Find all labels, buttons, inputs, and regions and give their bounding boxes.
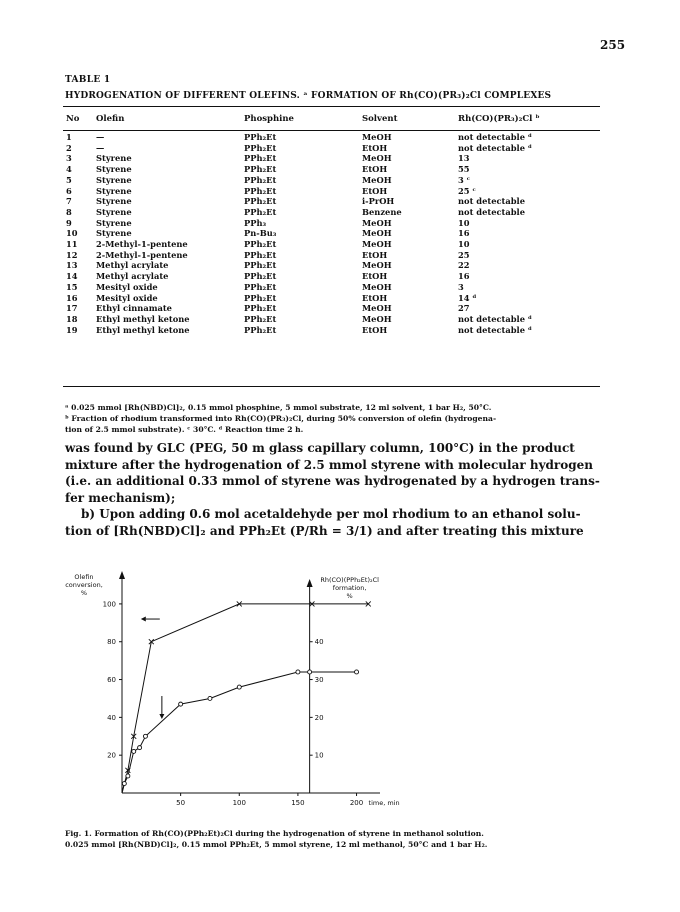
column-header: Phosphine — [244, 113, 294, 124]
right-y-tick-label: 30 — [314, 676, 324, 685]
table-cell: 15 — [66, 281, 78, 292]
table-cell: EtOH — [362, 249, 388, 260]
table-cell: MeOH — [362, 217, 392, 228]
table-cell: PPh₂Et — [244, 164, 277, 175]
table-cell: EtOH — [362, 324, 388, 335]
table-cell: 2-Methyl-1-pentene — [96, 239, 188, 250]
table-cell: 19 — [66, 324, 78, 335]
table-row — [63, 303, 600, 314]
table-cell: 3 — [458, 281, 464, 292]
table-cell: Benzene — [362, 206, 402, 217]
table-cell: Methyl acrylate — [96, 260, 169, 271]
x-tick-label: 100 — [232, 799, 246, 807]
left-y-tick-label: 20 — [107, 751, 116, 760]
table-row — [63, 196, 600, 207]
table-cell: 16 — [458, 228, 470, 239]
table-cell: Mesityl oxide — [96, 281, 158, 292]
table-cell: MeOH — [362, 228, 392, 239]
table-cell: Styrene — [96, 185, 132, 196]
caption-line: 0.025 mmol [Rh(NBD)Cl]₂, 0.15 mmol PPh₂Et, 5 mmol styrene, 12 ml methanol, 50°C and 1 bar H₂. — [65, 840, 488, 849]
page-number: 255 — [600, 38, 626, 52]
column-header: No — [66, 113, 80, 124]
footnote: ᵃ 0.025 mmol [Rh(NBD)Cl]₂, 0.15 mmol phosphine, 5 mmol substrate, 12 ml solvent, 1 bar H₂, 50°C. — [65, 403, 492, 412]
body-line: tion of [Rh(NBD)Cl]₂ and PPh₂Et (P/Rh = 3/1) and after treating this mixture — [65, 523, 584, 538]
table-cell: 3 — [66, 153, 72, 164]
table-cell: not detectable ᵈ — [458, 142, 532, 153]
right-y-tick-label: 20 — [314, 713, 324, 722]
table-cell: PPh₂Et — [244, 185, 277, 196]
table-cell: Styrene — [96, 228, 132, 239]
table-cell: 11 — [66, 239, 78, 250]
table-cell: EtOH — [362, 142, 388, 153]
table-cell: PPh₂Et — [244, 303, 277, 314]
table-cell: Styrene — [96, 164, 132, 175]
figure-caption — [65, 828, 610, 850]
data-point-o — [355, 670, 359, 674]
left-arrow-head — [141, 617, 146, 622]
column-header: Rh(CO)(PR₃)₂Cl ᵇ — [458, 113, 540, 124]
table-cell: Styrene — [96, 217, 132, 228]
table-cell: 3 ᶜ — [458, 174, 471, 185]
x-tick-label: 50 — [176, 799, 186, 807]
table-row — [63, 143, 600, 154]
table-cell: 25 — [458, 249, 470, 260]
table-row — [63, 218, 600, 229]
table-cell: 25 ᶜ — [458, 185, 476, 196]
table-cell: 55 — [458, 164, 470, 175]
table-cell: EtOH — [362, 292, 388, 303]
table-cell: Ethyl methyl ketone — [96, 313, 190, 324]
table-cell: 8 — [66, 206, 72, 217]
table-cell: Ethyl methyl ketone — [96, 324, 190, 335]
left-y-axis-label: % — [80, 589, 88, 597]
left-y-axis-label: conversion, — [65, 581, 103, 589]
left-y-axis-label: Olefin — [74, 573, 94, 581]
table-cell: 16 — [458, 271, 470, 282]
body-line: mixture after the hydrogenation of 2.5 mmol styrene with molecular hydrogen — [65, 457, 594, 472]
table-cell: i-PrOH — [362, 196, 395, 207]
table-cell: PPh₂Et — [244, 206, 277, 217]
table-cell: PPh₂Et — [244, 260, 277, 271]
data-point-o — [132, 749, 136, 753]
table-cell: PPh₂Et — [244, 324, 277, 335]
data-point-o — [138, 746, 142, 750]
table-cell: PPh₂Et — [244, 153, 277, 164]
data-point-o — [208, 696, 212, 700]
table-cell: MeOH — [362, 313, 392, 324]
table-cell: PPh₂Et — [244, 313, 277, 324]
table-cell: 2 — [66, 142, 72, 153]
table-cell: Styrene — [96, 174, 132, 185]
data-point-o — [143, 734, 147, 738]
right-y-axis-label: formation, — [332, 584, 367, 592]
table-cell: 13 — [458, 153, 470, 164]
table-cell: 13 — [66, 260, 78, 271]
table-cell: 1 — [66, 132, 72, 142]
table-row — [63, 314, 600, 325]
table-cell: MeOH — [362, 132, 392, 142]
series-line-2 — [122, 672, 357, 793]
table-row — [63, 325, 600, 336]
table-cell: 27 — [458, 303, 470, 314]
table-cell: 6 — [66, 185, 72, 196]
right-y-axis-label: Rh(CO)(PPh₂Et)₂Cl — [320, 576, 379, 584]
table-cell: 10 — [458, 239, 470, 250]
table-row — [63, 228, 600, 239]
table-cell: PPh₂Et — [244, 271, 277, 282]
data-point-o — [308, 670, 312, 674]
conversion-chart — [40, 565, 400, 820]
right-axis-arrow — [307, 579, 313, 587]
table-cell: Styrene — [96, 153, 132, 164]
left-y-tick-label: 80 — [107, 638, 116, 647]
table-cell: PPh₂Et — [244, 249, 277, 260]
column-header: Solvent — [362, 113, 398, 124]
table-cell: Mesityl oxide — [96, 292, 158, 303]
footnote: ᵇ Fraction of rhodium transformed into Rh(CO)(PR₃)₂Cl, during 50% conversion of olefin (hydrogena- — [65, 414, 497, 423]
table-cell: MeOH — [362, 153, 392, 164]
table-row — [63, 293, 600, 304]
table-cell: 4 — [66, 164, 72, 175]
x-axis-label: time, min — [368, 799, 400, 807]
body-text — [65, 440, 605, 539]
table-row — [63, 164, 600, 175]
x-tick-label: 200 — [349, 799, 364, 807]
table-cell: not detectable ᵈ — [458, 324, 532, 335]
table-row — [63, 153, 600, 164]
table-cell: — — [96, 142, 105, 153]
table-row — [63, 207, 600, 218]
table-row — [63, 132, 600, 143]
table-cell: — — [96, 132, 105, 142]
table-cell: not detectable — [458, 196, 525, 207]
table-cell: Styrene — [96, 206, 132, 217]
table-cell: MeOH — [362, 260, 392, 271]
table-cell: EtOH — [362, 185, 388, 196]
data-point-o — [237, 685, 241, 689]
table-row — [63, 271, 600, 282]
left-y-tick-label: 100 — [102, 600, 116, 609]
table-cell: 12 — [66, 249, 78, 260]
table-title: HYDROGENATION OF DIFFERENT OLEFINS. ᵃ FORMATION OF Rh(CO)(PR₃)₂Cl COMPLEXES — [65, 91, 552, 101]
table-cell: 5 — [66, 174, 72, 185]
table-header-row — [63, 112, 600, 132]
table-cell: 2-Methyl-1-pentene — [96, 249, 188, 260]
table-cell: PPh₃ — [244, 217, 267, 228]
left-y-tick-label: 60 — [107, 676, 116, 685]
table-cell: not detectable ᵈ — [458, 313, 532, 324]
table-row — [63, 186, 600, 197]
table-row — [63, 239, 600, 250]
table-cell: MeOH — [362, 174, 392, 185]
table-cell: MeOH — [362, 281, 392, 292]
table-cell: 10 — [458, 217, 470, 228]
table-row — [63, 260, 600, 271]
table-bottom-rule — [63, 386, 600, 387]
table-cell: not detectable ᵈ — [458, 132, 532, 142]
series-line-1 — [122, 604, 368, 793]
table-top-rule — [63, 106, 600, 107]
table-cell: MeOH — [362, 303, 392, 314]
body-line: was found by GLC (PEG, 50 m glass capillary column, 100°C) in the product — [65, 441, 575, 455]
left-y-tick-label: 40 — [107, 713, 116, 722]
column-header: Olefin — [96, 113, 125, 124]
table-cell: PPh₂Et — [244, 174, 277, 185]
table-cell: 9 — [66, 217, 72, 228]
table-footnotes — [65, 402, 605, 435]
table-cell: PPh₂Et — [244, 281, 277, 292]
table-cell: PPh₂Et — [244, 292, 277, 303]
data-point-o — [296, 670, 300, 674]
olefin-table — [63, 112, 600, 335]
table-cell: 16 — [66, 292, 78, 303]
right-arrow-head — [159, 714, 164, 719]
table-row — [63, 282, 600, 293]
left-axis-arrow — [119, 571, 125, 579]
table-cell: EtOH — [362, 164, 388, 175]
table-label: TABLE 1 — [65, 75, 111, 85]
table-cell: PPh₂Et — [244, 239, 277, 250]
data-point-o — [179, 702, 183, 706]
body-line: b) Upon adding 0.6 mol acetaldehyde per mol rhodium to an ethanol solu- — [81, 507, 581, 521]
table-cell: MeOH — [362, 239, 392, 250]
data-point-o — [122, 782, 126, 786]
table-cell: PPh₂Et — [244, 132, 277, 142]
table-cell: 22 — [458, 260, 470, 271]
table-cell: EtOH — [362, 271, 388, 282]
table-cell: 14 ᵈ — [458, 292, 477, 303]
body-line: fer mechanism); — [65, 490, 176, 505]
footnote: tion of 2.5 mmol substrate). ᶜ 30°C. ᵈ Reaction time 2 h. — [65, 425, 304, 434]
table-cell: 7 — [66, 196, 72, 207]
caption-line: Fig. 1. Formation of Rh(CO)(PPh₂Et)₂Cl during the hydrogenation of styrene in methanol solution. — [65, 829, 484, 838]
table-cell: PPh₂Et — [244, 196, 277, 207]
right-y-axis-label: % — [346, 592, 353, 600]
table-cell: 14 — [66, 271, 78, 282]
table-cell: 18 — [66, 313, 78, 324]
right-y-tick-label: 10 — [314, 751, 324, 760]
table-cell: Pn-Bu₃ — [244, 228, 277, 239]
body-line: (i.e. an additional 0.33 mmol of styrene was hydrogenated by a hydrogen trans- — [65, 474, 600, 488]
table-cell: not detectable — [458, 206, 525, 217]
right-y-tick-label: 40 — [314, 638, 324, 647]
table-cell: Ethyl cinnamate — [96, 303, 172, 314]
data-point-o — [126, 774, 130, 778]
table-cell: Styrene — [96, 196, 132, 207]
table-cell: Methyl acrylate — [96, 271, 169, 282]
table-cell: PPh₂Et — [244, 142, 277, 153]
table-cell: 17 — [66, 303, 78, 314]
table-body — [63, 132, 600, 335]
x-tick-label: 150 — [291, 799, 305, 807]
table-row — [63, 250, 600, 261]
table-cell: 10 — [66, 228, 78, 239]
table-row — [63, 175, 600, 186]
